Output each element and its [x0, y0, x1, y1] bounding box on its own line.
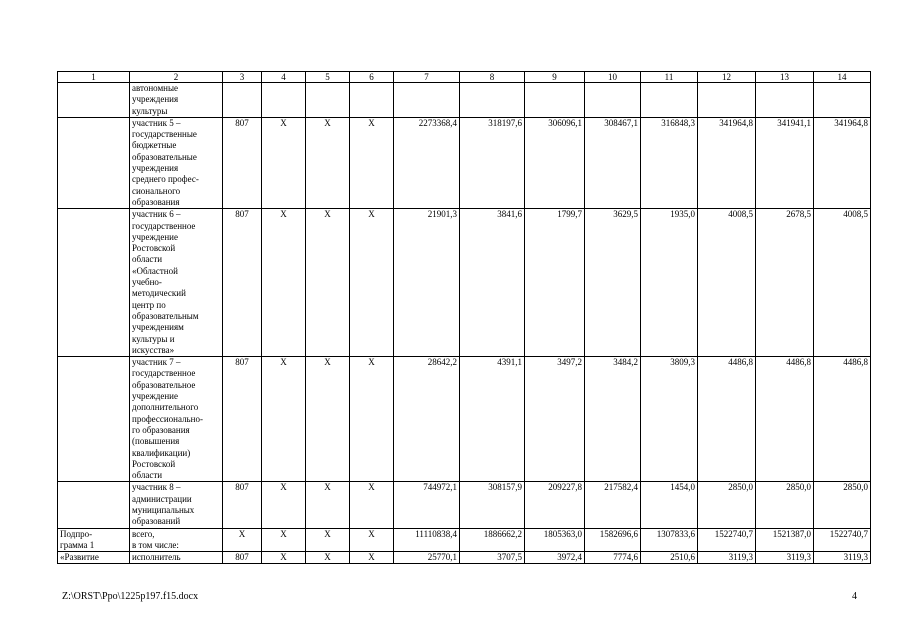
table-row [58, 552, 871, 564]
value-cell: 2850,0 [698, 482, 756, 528]
participant-line: учреждение [132, 391, 178, 402]
value-cell: 2678,5 [756, 209, 814, 357]
value-cell: X [306, 552, 350, 564]
value-cell: X [262, 209, 306, 357]
participant-line: государственное [132, 368, 196, 379]
value-cell: 308157,9 [460, 482, 525, 528]
participant-line: образовательным [132, 310, 199, 321]
value-cell [698, 83, 756, 118]
value-cell: 1522740,7 [814, 528, 871, 552]
value-cell: X [223, 528, 262, 552]
value-cell: 3707,5 [460, 552, 525, 564]
table-row [58, 482, 871, 528]
value-cell: 744972,1 [394, 482, 460, 528]
participant-line: муниципальных [132, 504, 195, 515]
participant-cell [130, 357, 223, 482]
value-cell: 3119,3 [756, 552, 814, 564]
value-cell: 7774,6 [585, 552, 641, 564]
value-cell: 4008,5 [698, 209, 756, 357]
value-cell: 306096,1 [525, 117, 585, 208]
value-cell: 3497,2 [525, 357, 585, 482]
participant-line: культуры [132, 105, 168, 116]
page-number: 4 [852, 591, 857, 602]
participant-line: участник 7 – [132, 357, 181, 368]
budget-table [57, 71, 871, 564]
document-path: Z:\ORST\Ppo\1225p197.f15.docx [62, 591, 199, 602]
value-cell: 4391,1 [460, 357, 525, 482]
participant-line: искусства» [132, 344, 175, 355]
participant-cell [130, 482, 223, 528]
column-header: 8 [460, 72, 525, 83]
value-cell [306, 83, 350, 118]
value-cell: 1522740,7 [698, 528, 756, 552]
value-cell [525, 83, 585, 118]
value-cell: X [350, 357, 394, 482]
value-cell: 1454,0 [641, 482, 698, 528]
participant-line: учреждения [132, 94, 179, 105]
value-cell: 3119,3 [814, 552, 871, 564]
participant-line: профессионально- [132, 413, 203, 424]
value-cell [223, 83, 262, 118]
value-cell: X [306, 209, 350, 357]
program-cell [58, 83, 130, 118]
participant-line: учебно- [132, 277, 162, 288]
value-cell: X [262, 528, 306, 552]
participant-line: образований [132, 516, 181, 527]
column-header: 4 [262, 72, 306, 83]
program-cell [58, 528, 130, 552]
value-cell: 3119,3 [698, 552, 756, 564]
value-cell: 3484,2 [585, 357, 641, 482]
column-header: 2 [130, 72, 223, 83]
column-header: 6 [350, 72, 394, 83]
participant-line: центр по [132, 299, 166, 310]
value-cell: 209227,8 [525, 482, 585, 528]
participant-line: культуры и [132, 333, 175, 344]
value-cell [585, 83, 641, 118]
value-cell: X [350, 209, 394, 357]
value-cell: 807 [223, 357, 262, 482]
participant-line: государственные [132, 129, 197, 140]
value-cell: 807 [223, 209, 262, 357]
value-cell: 3809,3 [641, 357, 698, 482]
participant-line: среднего профес- [132, 174, 199, 185]
column-header: 13 [756, 72, 814, 83]
program-cell [58, 482, 130, 528]
value-cell: 318197,6 [460, 117, 525, 208]
participant-line: учреждение [132, 231, 178, 242]
column-header: 1 [58, 72, 130, 83]
value-cell: 341964,8 [814, 117, 871, 208]
column-header: 5 [306, 72, 350, 83]
table-row [58, 528, 871, 552]
program-line: «Развитие [60, 552, 99, 563]
value-cell: 2510,6 [641, 552, 698, 564]
value-cell: X [262, 482, 306, 528]
value-cell: 308467,1 [585, 117, 641, 208]
value-cell: 2850,0 [756, 482, 814, 528]
value-cell: 1935,0 [641, 209, 698, 357]
participant-line: автономные [132, 83, 179, 93]
value-cell: 2850,0 [814, 482, 871, 528]
value-cell [641, 83, 698, 118]
value-cell: 4486,8 [756, 357, 814, 482]
value-cell: X [350, 552, 394, 564]
value-cell: X [350, 117, 394, 208]
column-header: 14 [814, 72, 871, 83]
participant-line: учреждениям [132, 322, 184, 333]
value-cell: X [306, 117, 350, 208]
value-cell: 25770,1 [394, 552, 460, 564]
value-cell: 341964,8 [698, 117, 756, 208]
value-cell: 1307833,6 [641, 528, 698, 552]
value-cell: X [262, 552, 306, 564]
program-cell [58, 117, 130, 208]
value-cell: X [350, 482, 394, 528]
column-header: 12 [698, 72, 756, 83]
value-cell: X [350, 528, 394, 552]
value-cell: 4486,8 [814, 357, 871, 482]
participant-line: исполнитель [132, 552, 181, 563]
participant-line: образования [132, 196, 180, 207]
value-cell: 807 [223, 482, 262, 528]
value-cell: 3629,5 [585, 209, 641, 357]
value-cell: 217582,4 [585, 482, 641, 528]
value-cell: 1799,7 [525, 209, 585, 357]
column-header: 11 [641, 72, 698, 83]
value-cell: 4008,5 [814, 209, 871, 357]
value-cell: 1521387,0 [756, 528, 814, 552]
participant-line: «Областной [132, 265, 178, 276]
participant-line: образовательные [132, 151, 197, 162]
column-header: 10 [585, 72, 641, 83]
participant-cell [130, 209, 223, 357]
participant-line: администрации [132, 493, 192, 504]
participant-line: го образования [132, 424, 190, 435]
participant-line: участник 6 – [132, 209, 181, 220]
participant-line: учреждения [132, 163, 179, 174]
participant-line: области [132, 470, 163, 481]
program-line: Подпро- [60, 528, 93, 539]
value-cell: 21901,3 [394, 209, 460, 357]
value-cell: X [262, 117, 306, 208]
value-cell: 3972,4 [525, 552, 585, 564]
participant-line: в том числе: [132, 539, 179, 550]
value-cell: 1805363,0 [525, 528, 585, 552]
value-cell: X [306, 482, 350, 528]
value-cell: X [306, 357, 350, 482]
participant-line: бюджетные [132, 140, 177, 151]
value-cell [460, 83, 525, 118]
value-cell: 316848,3 [641, 117, 698, 208]
value-cell: 807 [223, 117, 262, 208]
participant-cell [130, 552, 223, 564]
table-row [58, 117, 871, 208]
value-cell: X [306, 528, 350, 552]
participant-line: всего, [132, 528, 155, 539]
value-cell: 341941,1 [756, 117, 814, 208]
value-cell: 1582696,6 [585, 528, 641, 552]
value-cell [350, 83, 394, 118]
table-row [58, 209, 871, 357]
value-cell [756, 83, 814, 118]
table-body [58, 83, 871, 564]
participant-line: Ростовской [132, 243, 176, 254]
participant-line: (повышения [132, 436, 180, 447]
program-cell [58, 357, 130, 482]
participant-cell [130, 528, 223, 552]
participant-line: участник 8 – [132, 482, 181, 493]
program-line: грамма 1 [60, 539, 95, 550]
column-header: 7 [394, 72, 460, 83]
value-cell [262, 83, 306, 118]
participant-line: методический [132, 288, 186, 299]
participant-line: участник 5 – [132, 117, 181, 128]
value-cell: 3841,6 [460, 209, 525, 357]
column-header: 9 [525, 72, 585, 83]
value-cell: 1886662,2 [460, 528, 525, 552]
participant-line: области [132, 254, 163, 265]
value-cell: 4486,8 [698, 357, 756, 482]
value-cell [814, 83, 871, 118]
participant-line: образовательное [132, 379, 196, 390]
column-header: 3 [223, 72, 262, 83]
program-cell [58, 552, 130, 564]
value-cell: X [262, 357, 306, 482]
table-row [58, 357, 871, 482]
participant-line: дополнительного [132, 402, 199, 413]
participant-line: квалификации) [132, 447, 191, 458]
table-header-row [58, 72, 871, 83]
participant-line: сионального [132, 185, 181, 196]
value-cell: 807 [223, 552, 262, 564]
value-cell: 2273368,4 [394, 117, 460, 208]
participant-cell [130, 117, 223, 208]
table-row [58, 83, 871, 118]
value-cell: 28642,2 [394, 357, 460, 482]
program-cell [58, 209, 130, 357]
participant-cell [130, 83, 223, 118]
participant-line: Ростовской [132, 458, 176, 469]
value-cell: 11110838,4 [394, 528, 460, 552]
participant-line: государственное [132, 220, 196, 231]
value-cell [394, 83, 460, 118]
